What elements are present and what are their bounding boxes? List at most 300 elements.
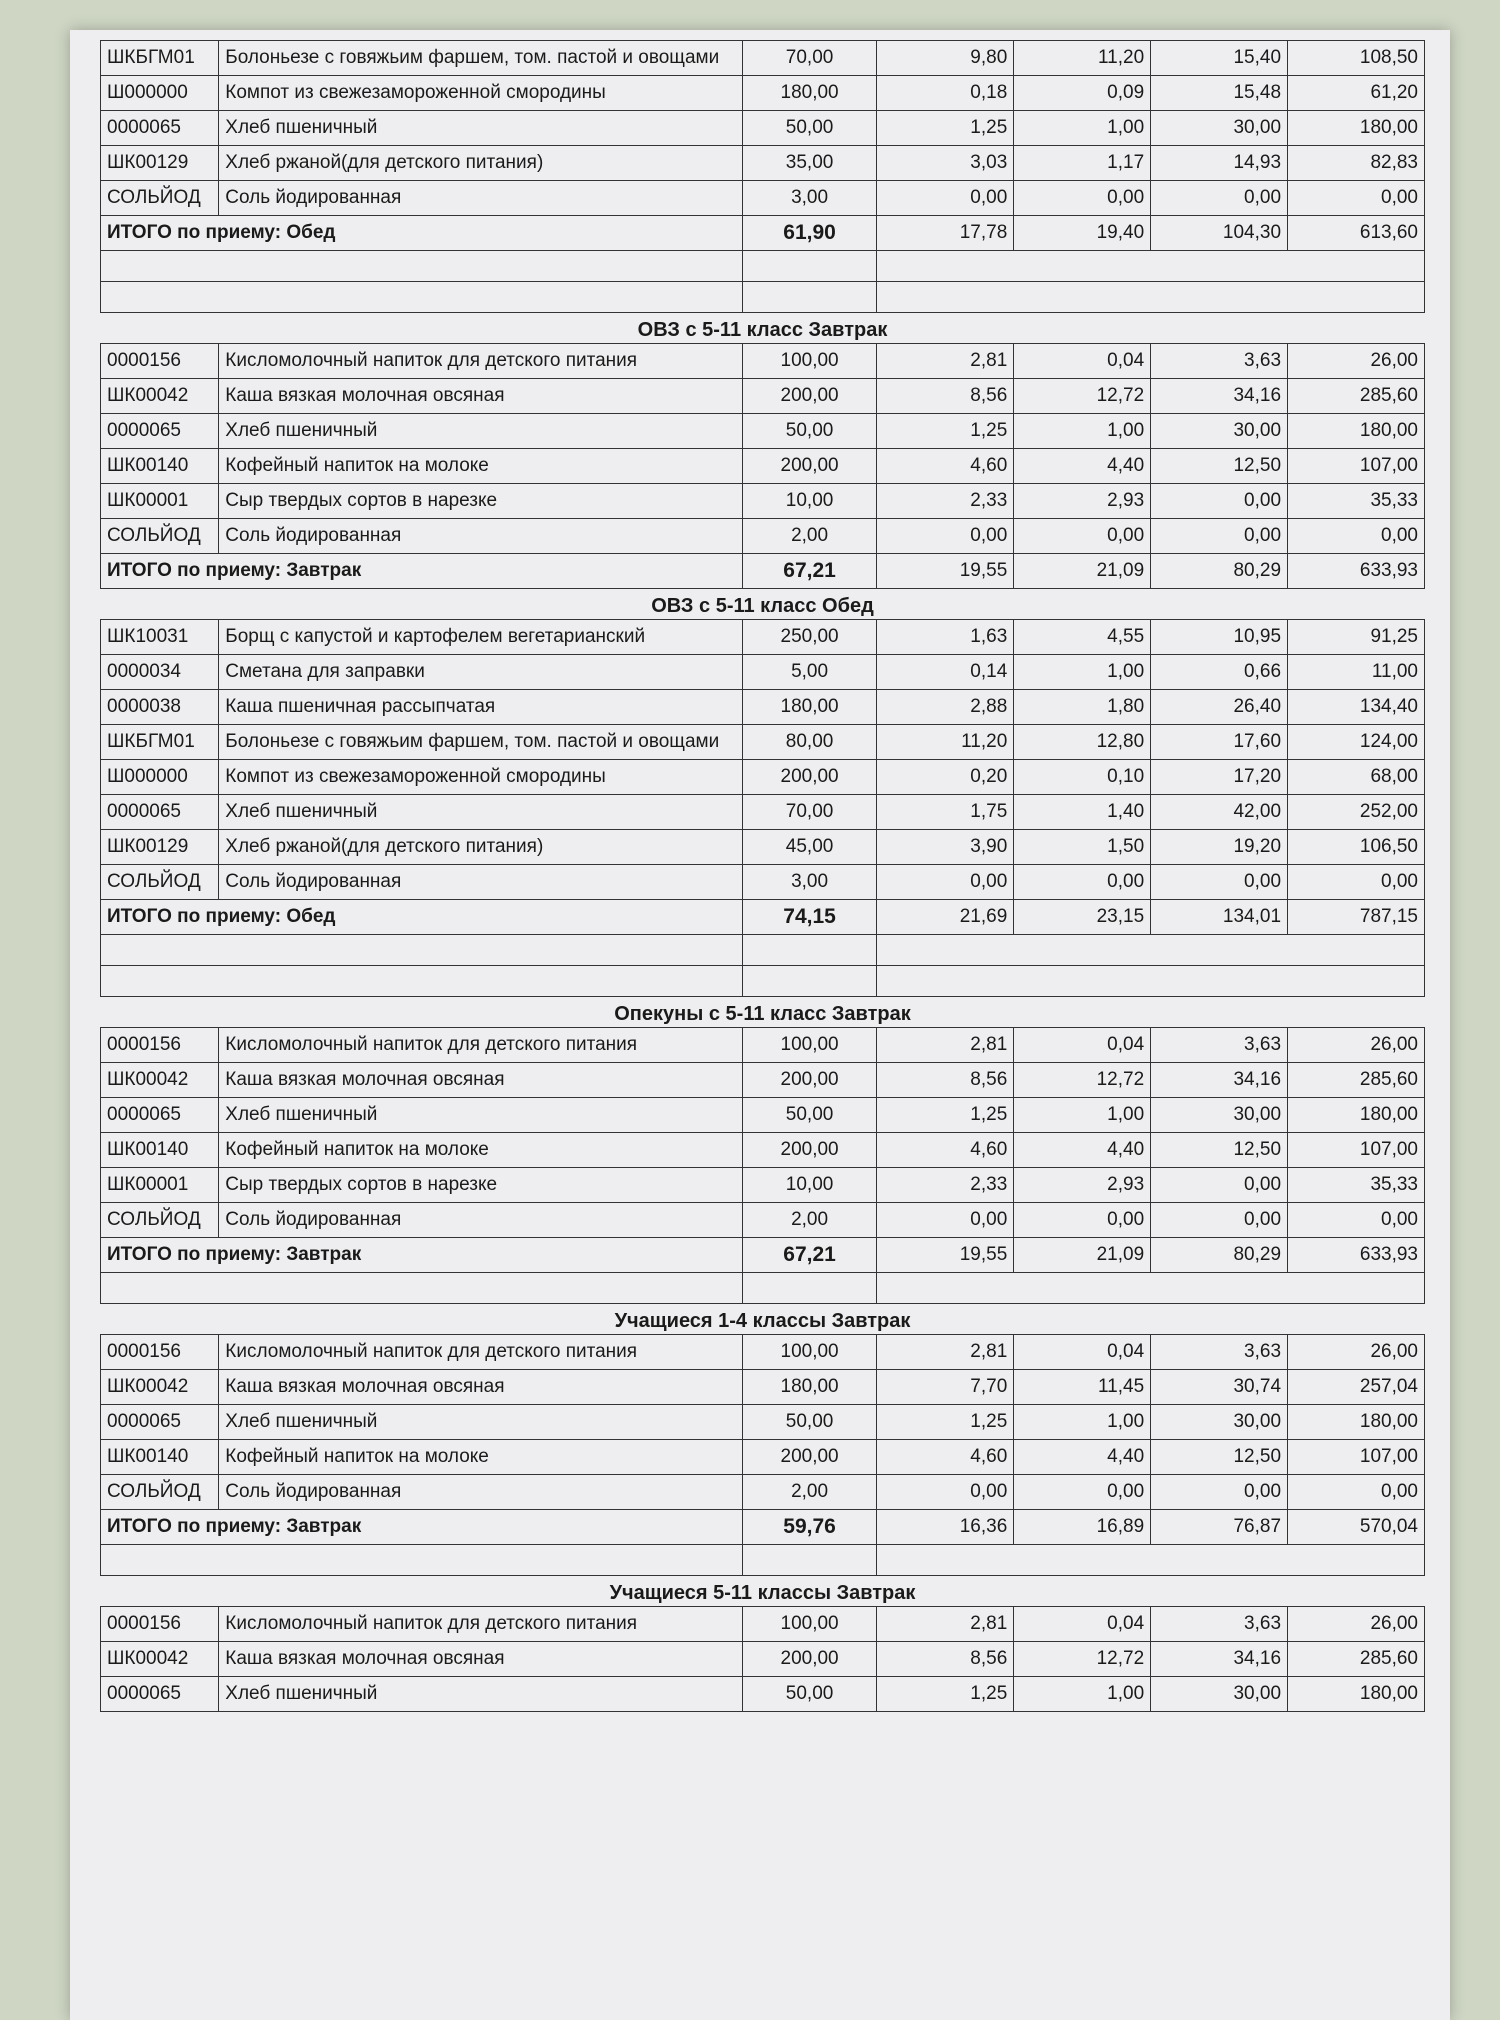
item-quantity: 180,00 bbox=[742, 690, 877, 725]
item-quantity: 50,00 bbox=[742, 414, 877, 449]
total-value-1: 17,78 bbox=[877, 216, 1014, 251]
item-value-1: 2,81 bbox=[877, 1607, 1014, 1642]
item-code: 0000065 bbox=[101, 1677, 219, 1712]
item-quantity: 3,00 bbox=[742, 865, 877, 900]
item-quantity: 35,00 bbox=[742, 146, 877, 181]
item-quantity: 70,00 bbox=[742, 795, 877, 830]
item-value-3: 0,00 bbox=[1151, 1203, 1288, 1238]
table-row bbox=[101, 1168, 1425, 1203]
item-value-4: 134,40 bbox=[1288, 690, 1425, 725]
item-value-4: 107,00 bbox=[1288, 1440, 1425, 1475]
total-value-4: 633,93 bbox=[1288, 554, 1425, 589]
item-value-3: 3,63 bbox=[1151, 1335, 1288, 1370]
item-value-3: 3,63 bbox=[1151, 1607, 1288, 1642]
table-row bbox=[101, 344, 1425, 379]
section-title: Опекуны с 5-11 класс Завтрак bbox=[614, 1003, 911, 1025]
item-value-2: 4,55 bbox=[1014, 620, 1151, 655]
table-row bbox=[101, 414, 1425, 449]
item-value-1: 8,56 bbox=[877, 379, 1014, 414]
item-name: Компот из свежезамороженной смородины bbox=[219, 76, 742, 111]
table-row bbox=[101, 1063, 1425, 1098]
item-code: ШК00140 bbox=[101, 1440, 219, 1475]
item-code: 0000156 bbox=[101, 344, 219, 379]
blank-row bbox=[101, 935, 1425, 966]
item-value-2: 12,72 bbox=[1014, 379, 1151, 414]
item-name: Хлеб пшеничный bbox=[219, 1098, 742, 1133]
item-quantity: 5,00 bbox=[742, 655, 877, 690]
item-value-1: 7,70 bbox=[877, 1370, 1014, 1405]
item-quantity: 2,00 bbox=[742, 519, 877, 554]
total-value-3: 80,29 bbox=[1151, 1238, 1288, 1273]
item-value-1: 2,81 bbox=[877, 1335, 1014, 1370]
item-value-4: 0,00 bbox=[1288, 181, 1425, 216]
item-value-3: 0,00 bbox=[1151, 484, 1288, 519]
item-value-1: 11,20 bbox=[877, 725, 1014, 760]
item-value-3: 3,63 bbox=[1151, 344, 1288, 379]
item-value-2: 1,00 bbox=[1014, 1677, 1151, 1712]
total-quantity: 74,15 bbox=[742, 900, 877, 935]
meal-table bbox=[100, 343, 1425, 589]
table-row bbox=[101, 620, 1425, 655]
table-row bbox=[101, 111, 1425, 146]
item-value-4: 180,00 bbox=[1288, 1098, 1425, 1133]
total-value-1: 16,36 bbox=[877, 1510, 1014, 1545]
item-value-1: 1,25 bbox=[877, 1677, 1014, 1712]
item-code: 0000156 bbox=[101, 1335, 219, 1370]
item-value-3: 0,00 bbox=[1151, 1475, 1288, 1510]
item-value-3: 14,93 bbox=[1151, 146, 1288, 181]
meal-table bbox=[100, 1334, 1425, 1576]
item-value-3: 30,00 bbox=[1151, 414, 1288, 449]
blank-row bbox=[101, 1273, 1425, 1304]
item-value-4: 0,00 bbox=[1288, 1475, 1425, 1510]
table-row bbox=[101, 76, 1425, 111]
total-row bbox=[101, 216, 1425, 251]
blank-cell bbox=[101, 1545, 743, 1576]
menu-document bbox=[100, 40, 1425, 1712]
blank-cell bbox=[742, 282, 877, 313]
table-row bbox=[101, 1405, 1425, 1440]
item-value-1: 8,56 bbox=[877, 1063, 1014, 1098]
table-row bbox=[101, 1098, 1425, 1133]
item-quantity: 180,00 bbox=[742, 76, 877, 111]
item-name: Соль йодированная bbox=[219, 1475, 742, 1510]
total-quantity: 61,90 bbox=[742, 216, 877, 251]
item-code: ШК00129 bbox=[101, 146, 219, 181]
section-title: Учащиеся 5-11 классы Завтрак bbox=[609, 1582, 916, 1604]
item-code: ШК00140 bbox=[101, 449, 219, 484]
item-code: СОЛЬЙОД bbox=[101, 865, 219, 900]
item-value-4: 180,00 bbox=[1288, 1677, 1425, 1712]
item-value-4: 285,60 bbox=[1288, 379, 1425, 414]
total-row bbox=[101, 554, 1425, 589]
item-value-1: 1,25 bbox=[877, 414, 1014, 449]
total-value-3: 76,87 bbox=[1151, 1510, 1288, 1545]
table-row bbox=[101, 1440, 1425, 1475]
item-value-3: 0,00 bbox=[1151, 1168, 1288, 1203]
total-value-2: 21,09 bbox=[1014, 1238, 1151, 1273]
blank-cell bbox=[877, 282, 1425, 313]
item-value-1: 4,60 bbox=[877, 1133, 1014, 1168]
item-value-4: 180,00 bbox=[1288, 1405, 1425, 1440]
total-value-1: 21,69 bbox=[877, 900, 1014, 935]
item-value-4: 257,04 bbox=[1288, 1370, 1425, 1405]
total-value-2: 16,89 bbox=[1014, 1510, 1151, 1545]
blank-cell bbox=[877, 1545, 1425, 1576]
total-value-3: 104,30 bbox=[1151, 216, 1288, 251]
item-code: ШК00042 bbox=[101, 1063, 219, 1098]
total-value-2: 23,15 bbox=[1014, 900, 1151, 935]
table-row bbox=[101, 725, 1425, 760]
item-value-2: 1,00 bbox=[1014, 1098, 1151, 1133]
table-row bbox=[101, 1607, 1425, 1642]
item-quantity: 100,00 bbox=[742, 1607, 877, 1642]
item-value-4: 82,83 bbox=[1288, 146, 1425, 181]
item-code: ШК00042 bbox=[101, 379, 219, 414]
total-label: ИТОГО по приему: Завтрак bbox=[101, 554, 743, 589]
item-quantity: 100,00 bbox=[742, 1335, 877, 1370]
item-value-1: 1,25 bbox=[877, 1405, 1014, 1440]
item-value-2: 0,00 bbox=[1014, 181, 1151, 216]
item-value-2: 1,00 bbox=[1014, 1405, 1151, 1440]
table-row bbox=[101, 865, 1425, 900]
item-value-3: 0,00 bbox=[1151, 865, 1288, 900]
blank-row bbox=[101, 966, 1425, 997]
item-value-2: 11,45 bbox=[1014, 1370, 1151, 1405]
total-value-4: 570,04 bbox=[1288, 1510, 1425, 1545]
blank-cell bbox=[742, 935, 877, 966]
item-name: Кофейный напиток на молоке bbox=[219, 1133, 742, 1168]
blank-cell bbox=[101, 251, 743, 282]
item-value-2: 0,04 bbox=[1014, 1335, 1151, 1370]
item-value-4: 61,20 bbox=[1288, 76, 1425, 111]
item-quantity: 100,00 bbox=[742, 1028, 877, 1063]
item-code: 0000065 bbox=[101, 414, 219, 449]
item-name: Компот из свежезамороженной смородины bbox=[219, 760, 742, 795]
total-quantity: 67,21 bbox=[742, 554, 877, 589]
item-value-4: 0,00 bbox=[1288, 519, 1425, 554]
item-quantity: 250,00 bbox=[742, 620, 877, 655]
item-name: Хлеб ржаной(для детского питания) bbox=[219, 830, 742, 865]
item-value-1: 2,33 bbox=[877, 1168, 1014, 1203]
item-quantity: 180,00 bbox=[742, 1370, 877, 1405]
item-value-3: 12,50 bbox=[1151, 1133, 1288, 1168]
item-name: Соль йодированная bbox=[219, 1203, 742, 1238]
item-quantity: 2,00 bbox=[742, 1475, 877, 1510]
item-value-1: 0,20 bbox=[877, 760, 1014, 795]
meal-table bbox=[100, 1606, 1425, 1712]
section-title: ОВЗ с 5-11 класс Обед bbox=[651, 595, 874, 617]
item-name: Соль йодированная bbox=[219, 181, 742, 216]
table-row bbox=[101, 449, 1425, 484]
item-name: Кисломолочный напиток для детского питания bbox=[219, 1028, 742, 1063]
total-row bbox=[101, 1238, 1425, 1273]
item-value-1: 9,80 bbox=[877, 41, 1014, 76]
item-value-2: 4,40 bbox=[1014, 1133, 1151, 1168]
item-code: 0000156 bbox=[101, 1028, 219, 1063]
item-quantity: 200,00 bbox=[742, 449, 877, 484]
item-value-3: 30,00 bbox=[1151, 1677, 1288, 1712]
item-value-4: 68,00 bbox=[1288, 760, 1425, 795]
table-row bbox=[101, 1475, 1425, 1510]
blank-cell bbox=[877, 1273, 1425, 1304]
item-value-2: 0,00 bbox=[1014, 519, 1151, 554]
item-value-4: 11,00 bbox=[1288, 655, 1425, 690]
item-quantity: 80,00 bbox=[742, 725, 877, 760]
item-value-3: 15,40 bbox=[1151, 41, 1288, 76]
item-value-3: 42,00 bbox=[1151, 795, 1288, 830]
item-value-3: 34,16 bbox=[1151, 1063, 1288, 1098]
item-quantity: 2,00 bbox=[742, 1203, 877, 1238]
total-row bbox=[101, 900, 1425, 935]
blank-cell bbox=[101, 966, 743, 997]
item-value-4: 107,00 bbox=[1288, 1133, 1425, 1168]
item-value-2: 1,80 bbox=[1014, 690, 1151, 725]
item-value-1: 8,56 bbox=[877, 1642, 1014, 1677]
item-code: ШК00129 bbox=[101, 830, 219, 865]
item-value-4: 35,33 bbox=[1288, 1168, 1425, 1203]
item-value-2: 4,40 bbox=[1014, 449, 1151, 484]
item-value-1: 0,00 bbox=[877, 1203, 1014, 1238]
item-value-2: 1,17 bbox=[1014, 146, 1151, 181]
item-value-3: 30,00 bbox=[1151, 111, 1288, 146]
table-row bbox=[101, 1642, 1425, 1677]
item-value-2: 0,04 bbox=[1014, 1028, 1151, 1063]
total-value-3: 80,29 bbox=[1151, 554, 1288, 589]
item-value-3: 17,60 bbox=[1151, 725, 1288, 760]
item-code: ШК00140 bbox=[101, 1133, 219, 1168]
item-value-4: 180,00 bbox=[1288, 414, 1425, 449]
item-value-3: 17,20 bbox=[1151, 760, 1288, 795]
item-quantity: 10,00 bbox=[742, 1168, 877, 1203]
table-row bbox=[101, 146, 1425, 181]
item-code: ШК00042 bbox=[101, 1370, 219, 1405]
section-title: ОВЗ с 5-11 класс Завтрак bbox=[637, 319, 888, 341]
item-value-4: 107,00 bbox=[1288, 449, 1425, 484]
item-value-4: 106,50 bbox=[1288, 830, 1425, 865]
item-value-1: 4,60 bbox=[877, 1440, 1014, 1475]
table-row bbox=[101, 1370, 1425, 1405]
item-quantity: 50,00 bbox=[742, 1405, 877, 1440]
item-code: ШКБГМ01 bbox=[101, 725, 219, 760]
item-value-1: 4,60 bbox=[877, 449, 1014, 484]
table-row bbox=[101, 690, 1425, 725]
item-name: Каша вязкая молочная овсяная bbox=[219, 1370, 742, 1405]
table-row bbox=[101, 655, 1425, 690]
blank-row bbox=[101, 282, 1425, 313]
item-name: Соль йодированная bbox=[219, 519, 742, 554]
item-value-4: 285,60 bbox=[1288, 1642, 1425, 1677]
item-quantity: 200,00 bbox=[742, 379, 877, 414]
item-value-1: 0,14 bbox=[877, 655, 1014, 690]
table-row bbox=[101, 1203, 1425, 1238]
blank-cell bbox=[877, 935, 1425, 966]
blank-cell bbox=[742, 1545, 877, 1576]
item-name: Кофейный напиток на молоке bbox=[219, 449, 742, 484]
item-code: 0000065 bbox=[101, 1405, 219, 1440]
item-value-3: 0,00 bbox=[1151, 181, 1288, 216]
item-name: Соль йодированная bbox=[219, 865, 742, 900]
total-quantity: 67,21 bbox=[742, 1238, 877, 1273]
table-row bbox=[101, 379, 1425, 414]
item-code: СОЛЬЙОД bbox=[101, 519, 219, 554]
table-row bbox=[101, 1335, 1425, 1370]
item-value-3: 3,63 bbox=[1151, 1028, 1288, 1063]
blank-cell bbox=[742, 1273, 877, 1304]
item-value-2: 0,04 bbox=[1014, 344, 1151, 379]
table-row bbox=[101, 760, 1425, 795]
item-quantity: 10,00 bbox=[742, 484, 877, 519]
item-name: Кофейный напиток на молоке bbox=[219, 1440, 742, 1475]
item-code: ШК00001 bbox=[101, 1168, 219, 1203]
item-quantity: 3,00 bbox=[742, 181, 877, 216]
item-code: 0000065 bbox=[101, 795, 219, 830]
item-value-2: 0,04 bbox=[1014, 1607, 1151, 1642]
item-value-4: 108,50 bbox=[1288, 41, 1425, 76]
item-code: ШК00001 bbox=[101, 484, 219, 519]
table-row bbox=[101, 1677, 1425, 1712]
item-value-4: 26,00 bbox=[1288, 1028, 1425, 1063]
blank-row bbox=[101, 251, 1425, 282]
item-value-2: 12,72 bbox=[1014, 1642, 1151, 1677]
meal-table bbox=[100, 619, 1425, 997]
item-value-1: 2,81 bbox=[877, 344, 1014, 379]
table-row bbox=[101, 41, 1425, 76]
item-value-1: 2,88 bbox=[877, 690, 1014, 725]
item-value-4: 285,60 bbox=[1288, 1063, 1425, 1098]
item-name: Сметана для заправки bbox=[219, 655, 742, 690]
item-quantity: 100,00 bbox=[742, 344, 877, 379]
item-name: Каша пшеничная рассыпчатая bbox=[219, 690, 742, 725]
item-code: ШК10031 bbox=[101, 620, 219, 655]
item-value-2: 1,00 bbox=[1014, 111, 1151, 146]
item-value-3: 30,74 bbox=[1151, 1370, 1288, 1405]
item-value-3: 12,50 bbox=[1151, 1440, 1288, 1475]
total-value-3: 134,01 bbox=[1151, 900, 1288, 935]
item-name: Хлеб ржаной(для детского питания) bbox=[219, 146, 742, 181]
total-label: ИТОГО по приему: Завтрак bbox=[101, 1510, 743, 1545]
total-value-4: 787,15 bbox=[1288, 900, 1425, 935]
meal-table bbox=[100, 40, 1425, 313]
item-code: Ш000000 bbox=[101, 76, 219, 111]
total-value-1: 19,55 bbox=[877, 1238, 1014, 1273]
item-value-3: 30,00 bbox=[1151, 1098, 1288, 1133]
item-value-2: 2,93 bbox=[1014, 484, 1151, 519]
total-row bbox=[101, 1510, 1425, 1545]
table-row bbox=[101, 830, 1425, 865]
total-label: ИТОГО по приему: Обед bbox=[101, 216, 743, 251]
item-value-2: 1,40 bbox=[1014, 795, 1151, 830]
item-name: Болоньезе с говяжьим фаршем, том. пастой и овощами bbox=[219, 725, 742, 760]
item-quantity: 200,00 bbox=[742, 1063, 877, 1098]
paper-sheet bbox=[70, 30, 1450, 2020]
item-value-2: 0,09 bbox=[1014, 76, 1151, 111]
item-value-3: 30,00 bbox=[1151, 1405, 1288, 1440]
item-name: Борщ с капустой и картофелем вегетарианский bbox=[219, 620, 742, 655]
item-value-3: 0,66 bbox=[1151, 655, 1288, 690]
meal-table bbox=[100, 1027, 1425, 1304]
table-row bbox=[101, 181, 1425, 216]
item-value-4: 26,00 bbox=[1288, 1335, 1425, 1370]
total-quantity: 59,76 bbox=[742, 1510, 877, 1545]
item-value-2: 0,00 bbox=[1014, 1475, 1151, 1510]
item-value-1: 1,25 bbox=[877, 1098, 1014, 1133]
table-row bbox=[101, 484, 1425, 519]
total-value-2: 21,09 bbox=[1014, 554, 1151, 589]
item-name: Каша вязкая молочная овсяная bbox=[219, 379, 742, 414]
item-quantity: 200,00 bbox=[742, 1133, 877, 1168]
item-value-3: 34,16 bbox=[1151, 1642, 1288, 1677]
total-value-4: 613,60 bbox=[1288, 216, 1425, 251]
item-value-3: 15,48 bbox=[1151, 76, 1288, 111]
section-title: Учащиеся 1-4 классы Завтрак bbox=[614, 1310, 911, 1332]
total-label: ИТОГО по приему: Завтрак bbox=[101, 1238, 743, 1273]
blank-cell bbox=[877, 251, 1425, 282]
blank-cell bbox=[742, 251, 877, 282]
item-name: Сыр твердых сортов в нарезке bbox=[219, 484, 742, 519]
item-name: Хлеб пшеничный bbox=[219, 414, 742, 449]
item-value-4: 26,00 bbox=[1288, 344, 1425, 379]
item-code: 0000156 bbox=[101, 1607, 219, 1642]
item-name: Каша вязкая молочная овсяная bbox=[219, 1063, 742, 1098]
item-value-4: 26,00 bbox=[1288, 1607, 1425, 1642]
item-value-2: 0,00 bbox=[1014, 865, 1151, 900]
item-value-2: 2,93 bbox=[1014, 1168, 1151, 1203]
item-value-3: 26,40 bbox=[1151, 690, 1288, 725]
item-value-4: 252,00 bbox=[1288, 795, 1425, 830]
item-code: СОЛЬЙОД bbox=[101, 181, 219, 216]
item-quantity: 70,00 bbox=[742, 41, 877, 76]
item-value-1: 1,75 bbox=[877, 795, 1014, 830]
item-value-3: 10,95 bbox=[1151, 620, 1288, 655]
item-value-2: 12,72 bbox=[1014, 1063, 1151, 1098]
item-name: Хлеб пшеничный bbox=[219, 1405, 742, 1440]
item-value-4: 91,25 bbox=[1288, 620, 1425, 655]
blank-cell bbox=[101, 1273, 743, 1304]
item-code: СОЛЬЙОД bbox=[101, 1203, 219, 1238]
item-code: СОЛЬЙОД bbox=[101, 1475, 219, 1510]
item-name: Хлеб пшеничный bbox=[219, 111, 742, 146]
item-name: Хлеб пшеничный bbox=[219, 795, 742, 830]
item-code: ШК00042 bbox=[101, 1642, 219, 1677]
item-value-1: 2,33 bbox=[877, 484, 1014, 519]
item-code: Ш000000 bbox=[101, 760, 219, 795]
total-value-2: 19,40 bbox=[1014, 216, 1151, 251]
item-value-1: 0,00 bbox=[877, 1475, 1014, 1510]
blank-cell bbox=[101, 935, 743, 966]
item-name: Кисломолочный напиток для детского питания bbox=[219, 1607, 742, 1642]
item-name: Сыр твердых сортов в нарезке bbox=[219, 1168, 742, 1203]
item-quantity: 50,00 bbox=[742, 1677, 877, 1712]
item-value-3: 19,20 bbox=[1151, 830, 1288, 865]
item-code: 0000034 bbox=[101, 655, 219, 690]
blank-cell bbox=[101, 282, 743, 313]
item-value-1: 3,90 bbox=[877, 830, 1014, 865]
item-name: Кисломолочный напиток для детского питания bbox=[219, 1335, 742, 1370]
item-quantity: 200,00 bbox=[742, 1642, 877, 1677]
blank-cell bbox=[877, 966, 1425, 997]
item-name: Каша вязкая молочная овсяная bbox=[219, 1642, 742, 1677]
table-row bbox=[101, 519, 1425, 554]
item-value-3: 12,50 bbox=[1151, 449, 1288, 484]
item-value-1: 0,18 bbox=[877, 76, 1014, 111]
item-quantity: 50,00 bbox=[742, 1098, 877, 1133]
item-value-2: 1,00 bbox=[1014, 655, 1151, 690]
item-value-2: 12,80 bbox=[1014, 725, 1151, 760]
item-quantity: 200,00 bbox=[742, 760, 877, 795]
item-value-1: 3,03 bbox=[877, 146, 1014, 181]
blank-row bbox=[101, 1545, 1425, 1576]
